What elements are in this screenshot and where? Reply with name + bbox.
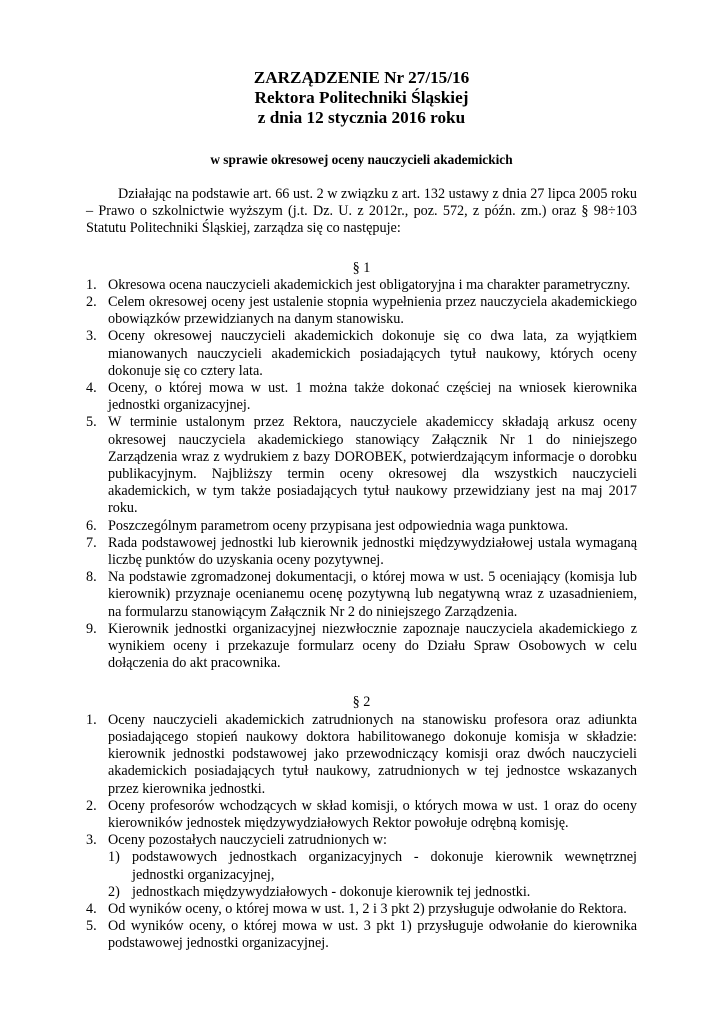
- item-text: Oceny pozostałych nauczycieli zatrudnionych w:: [108, 832, 387, 849]
- item-number: 1.: [86, 276, 97, 293]
- section-2-item: [86, 832, 637, 901]
- item-text: Okresowa ocena nauczycieli akademickich jest obligatoryjna i ma charakter parametryczny.: [108, 276, 631, 293]
- item-number: 6.: [86, 517, 97, 534]
- section-1-list: [86, 277, 637, 673]
- section-1-item: [86, 294, 637, 328]
- section-2-item: [86, 712, 637, 798]
- item-number: 2.: [86, 797, 97, 814]
- section-1-item: [86, 380, 637, 414]
- item-text: Od wyników oceny, o której mowa w ust. 3 pkt 1) przysługuje odwołanie do kierownika podstawowej jednostki organizacyjnej.: [108, 918, 637, 952]
- sub-item-number: 1): [108, 849, 120, 866]
- item-text: Celem okresowej oceny jest ustalenie stopnia wypełnienia przez nauczyciela akademickiego obowiązków przewidzianych na danym stanowisku.: [108, 294, 637, 328]
- section-2-item: [86, 798, 637, 832]
- section-1-item: [86, 277, 637, 294]
- section-2-list: [86, 712, 637, 953]
- item-number: 8.: [86, 569, 97, 586]
- item-text: Na podstawie zgromadzonej dokumentacji, o której mowa w ust. 5 oceniający (komisja lub kierownik) przyznaje ocenianemu ocenę pozytywną lub negatywną wraz z uzasadnieniem, na formularzu stanowiącym Załącznik Nr 2 do niniejszego Zarządzenia.: [108, 569, 637, 620]
- sub-item-number: 2): [108, 883, 120, 900]
- item-number: 3.: [86, 328, 97, 345]
- item-text: Oceny nauczycieli akademickich zatrudnionych na stanowisku profesora oraz adiunkta posiadającego stopień naukowy doktora habilitowanego dokonuje komisja w składzie: kierownik jednostki podstawowej jako przewodniczący komisji oraz dwóch nauczycieli akademickich posiadających tytuł naukowy, zatrudnionych w tej jednostce wskazanych przez kierownika jednostki.: [108, 711, 637, 797]
- item-text: Od wyników oceny, o której mowa w ust. 1, 2 i 3 pkt 2) przysługuje odwołanie do Rektora.: [108, 900, 627, 917]
- section-1-item: [86, 328, 637, 380]
- document-subject: w sprawie okresowej oceny nauczycieli akademickich: [210, 152, 513, 167]
- item-text: Oceny, o której mowa w ust. 1 można także dokonać częściej na wniosek kierownika jednostki organizacyjnej.: [108, 380, 637, 414]
- sub-item-text: jednostkach międzywydziałowych - dokonuje kierownik tej jednostki.: [132, 883, 531, 900]
- section-1-heading: § 1: [352, 259, 371, 276]
- title-line-3: z dnia 12 stycznia 2016 roku: [257, 108, 466, 127]
- sub-item-text: podstawowych jednostkach organizacyjnych - dokonuje kierownik wewnętrznej jednostki organizacyjnej,: [132, 849, 637, 883]
- item-text: Rada podstawowej jednostki lub kierownik jednostki międzywydziałowej ustala wymaganą liczbę punktów do uzyskania oceny pozytywnej.: [108, 534, 637, 569]
- item-number: 4.: [86, 900, 97, 917]
- section-2-item: [86, 918, 637, 952]
- sub-item: [108, 849, 637, 883]
- section-2-heading: § 2: [352, 694, 371, 711]
- item-number: 5.: [86, 918, 97, 935]
- section-1-item: [86, 569, 637, 621]
- section-1-item: [86, 535, 637, 569]
- section-2-item: [86, 901, 637, 918]
- section-1-item: [86, 621, 637, 673]
- item-text: Kierownik jednostki organizacyjnej niezwłocznie zapoznaje nauczyciela akademickiego z wynikiem oceny i przekazuje formularz oceny do Działu Spraw Osobowych w celu dołączenia do akt pracownika.: [108, 620, 637, 672]
- section-1-item: [86, 518, 637, 535]
- item-number: 2.: [86, 294, 97, 311]
- item-number: 3.: [86, 832, 97, 849]
- item-number: 7.: [86, 534, 97, 551]
- item-text: W terminie ustalonym przez Rektora, nauczyciele akademiccy składają arkusz oceny okresowej nauczyciela akademickiego stanowiący Załącznik Nr 1 do niniejszego Zarządzenia wraz z wydrukiem z bazy DOROBEK, potwierdzającym informacje o dorobku publikacyjnym. Najbliższy termin oceny okresowej dla wszystkich nauczycieli akademickich, w tym także posiadających tytuł naukowy przewidziany jest na maj 2017 roku.: [108, 414, 637, 517]
- item-number: 4.: [86, 380, 97, 397]
- preamble-paragraph: Działając na podstawie art. 66 ust. 2 w związku z art. 132 ustawy z dnia 27 lipca 2005 roku – Prawo o szkolnictwie wyższym (j.t. Dz. U. z 2012r., poz. 572, z późn. zm.) oraz § 98÷103 Statutu Politechniki Śląskiej, zarządza się co następuje:: [86, 186, 637, 237]
- item-number: 1.: [86, 711, 97, 728]
- section-2-sublist: [108, 849, 637, 901]
- item-text: Oceny okresowej nauczycieli akademickich dokonuje się co dwa lata, za wyjątkiem mianowanych nauczycieli akademickich posiadających tytuł naukowy, których oceny dokonuje się co cztery lata.: [108, 328, 637, 379]
- item-number: 5.: [86, 414, 97, 431]
- sub-item: [108, 884, 637, 901]
- item-number: 9.: [86, 620, 97, 637]
- item-text: Oceny profesorów wchodzących w skład komisji, o których mowa w ust. 1 oraz do oceny kierowników jednostek międzywydziałowych Rektor powołuje odrębną komisję.: [108, 797, 637, 831]
- item-text: Poszczególnym parametrom oceny przypisana jest odpowiednia waga punktowa.: [108, 517, 569, 534]
- document-title: [86, 68, 637, 128]
- title-line-2: Rektora Politechniki Śląskiej: [254, 88, 469, 107]
- title-line-1: ZARZĄDZENIE Nr 27/15/16: [253, 68, 470, 87]
- section-1-item: [86, 414, 637, 517]
